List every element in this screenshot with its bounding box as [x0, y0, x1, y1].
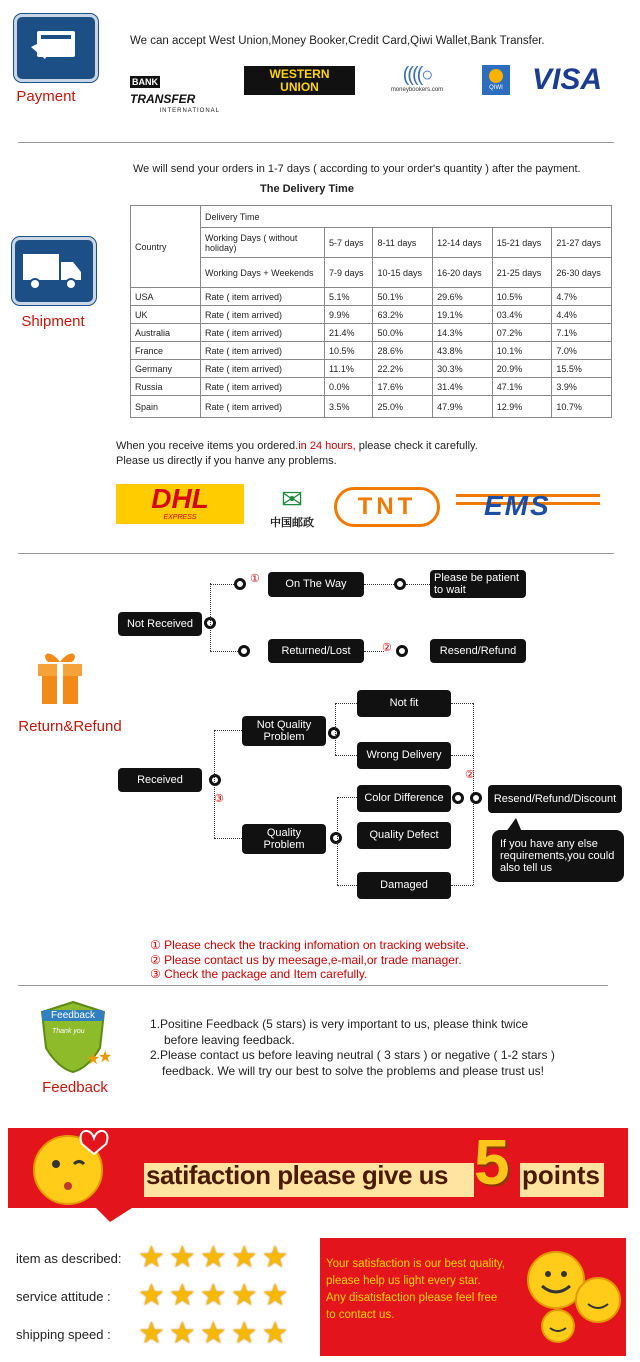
banner-tail — [96, 1208, 132, 1222]
flow-line — [451, 885, 473, 886]
flow-line — [335, 755, 357, 756]
not-received-box: Not Received — [118, 612, 202, 636]
star-rating — [138, 1319, 293, 1349]
table-cell: 12-14 days — [433, 228, 493, 258]
moneybookers-logo: ((((○ moneybookers.com — [390, 64, 444, 93]
table-cell: 21-25 days — [492, 258, 552, 288]
weekend-label: Working Days + Weekends — [201, 258, 325, 288]
star-icon: ★ — [199, 1279, 227, 1312]
feedback-text: 1.Positine Feedback (5 stars) is very important to us, please think twice before leaving feedback. 2.Please contact us before leaving neutral ( 3 stars ) or negative ( 1-2 stars ) feedback. We will try our best to solve the problems and please trust us! — [150, 1017, 555, 1078]
tnt-logo: TNT — [334, 487, 440, 527]
banner-points: points — [522, 1160, 600, 1190]
star-icon: ★ — [168, 1317, 196, 1350]
flow-node — [209, 774, 221, 786]
color-difference-box: Color Difference — [357, 785, 451, 812]
feedback-badge-icon: ★ ★ Feedback Thank you — [38, 1000, 108, 1074]
resend-refund-box: Resend/Refund — [430, 639, 526, 663]
step-2-marker: ② — [382, 642, 392, 654]
table-row: France Rate ( item arrived) 10.5% 28.6% 43.8% 10.1% 7.0% — [131, 342, 612, 360]
rating-row: item as described: ★ ★ ★ ★ ★ — [16, 1239, 316, 1277]
flow-node — [470, 792, 482, 804]
shipment-label: Shipment — [21, 313, 85, 330]
table-row: Germany Rate ( item arrived) 11.1% 22.2% 30.3% 20.9% 15.5% — [131, 360, 612, 378]
flow-line — [210, 583, 211, 651]
receive-line-2: Please us directly if you hanve any problems. — [116, 455, 337, 467]
star-icon: ★ — [138, 1241, 165, 1274]
flow-line — [451, 755, 473, 756]
star-icon: ★ — [199, 1317, 227, 1350]
payment-label: Payment — [16, 88, 76, 105]
flow-node — [328, 727, 340, 739]
table-title: The Delivery Time — [260, 183, 354, 195]
smiley-faces-icon — [520, 1248, 624, 1346]
star-icon: ★ — [168, 1241, 196, 1274]
payment-icon — [14, 14, 98, 82]
flow-line — [335, 703, 357, 704]
gift-icon — [34, 648, 86, 706]
qiwi-logo: QIWI — [482, 65, 510, 95]
wrong-delivery-box: Wrong Delivery — [357, 742, 451, 769]
delivery-table — [130, 205, 612, 418]
china-post-logo: ✉ 中国邮政 — [270, 484, 314, 529]
satisfaction-text: Your satisfaction is our best quality, please help us light every star. Any disatisfaction please feel free to contact us. — [326, 1258, 505, 1321]
flow-node — [234, 578, 246, 590]
flow-node — [396, 645, 408, 657]
star-icon: ★ — [261, 1279, 289, 1312]
received-box: Received — [118, 768, 202, 792]
flow-line — [337, 885, 357, 886]
western-union-logo: WESTERN UNION — [244, 66, 355, 95]
flow-line — [451, 703, 473, 704]
flow-line — [364, 584, 394, 585]
svg-text:★: ★ — [98, 1047, 113, 1066]
table-row: USA Rate ( item arrived) 5.1% 50.1% 29.6% 10.5% 4.7% — [131, 288, 612, 306]
resend-refund-discount-box: Resend/Refund/Discount — [488, 785, 622, 813]
visa-logo: VISA — [532, 63, 603, 96]
step-3-marker: ③ — [214, 793, 224, 805]
delivery-time-header: Delivery Time — [201, 206, 612, 228]
star-icon: ★ — [230, 1317, 258, 1350]
speech-tail — [506, 818, 522, 832]
flow-node — [452, 792, 464, 804]
star-icon: ★ — [138, 1317, 165, 1350]
not-quality-problem-box: Not Quality Problem — [242, 716, 326, 746]
divider — [18, 142, 614, 143]
flow-line — [335, 703, 336, 755]
ratings-list — [16, 1239, 316, 1353]
bank-transfer-logo: BANK TRANSFER INTERNATIONAL — [130, 77, 220, 114]
else-requirements-box: If you have any else requirements,you could also tell us — [492, 830, 624, 882]
kiss-smiley-icon — [24, 1124, 122, 1208]
star-icon: ★ — [230, 1241, 258, 1274]
divider — [18, 553, 614, 554]
be-patient-box: Please be patient to wait — [430, 570, 526, 598]
ems-logo: EMS — [456, 490, 600, 522]
star-icon: ★ — [199, 1241, 227, 1274]
truck-icon — [12, 237, 96, 305]
flow-line — [210, 651, 240, 652]
flow-node — [394, 578, 406, 590]
rating-row: shipping speed : ★ ★ ★ ★ ★ — [16, 1315, 316, 1353]
receive-line-1: When you receive items you ordered.in 24 hours, please check it carefully. — [116, 440, 478, 452]
table-cell: 8-11 days — [373, 228, 433, 258]
flow-line — [210, 584, 234, 585]
step-2-marker-b: ② — [465, 769, 475, 781]
payment-text: We can accept West Union,Money Booker,Credit Card,Qiwi Wallet,Bank Transfer. — [130, 35, 545, 47]
table-cell: 15-21 days — [492, 228, 552, 258]
damaged-box: Damaged — [357, 872, 451, 899]
shipment-intro: We will send your orders in 1-7 days ( according to your order's quantity ) after the payment. — [133, 163, 581, 175]
star-icon: ★ — [261, 1317, 289, 1350]
flow-line — [214, 730, 215, 838]
divider — [18, 985, 608, 986]
flow-line — [337, 797, 338, 885]
on-the-way-box: On The Way — [268, 572, 364, 597]
flow-node — [238, 645, 250, 657]
star-icon: ★ — [168, 1279, 196, 1312]
feedback-label: Feedback — [42, 1079, 108, 1096]
table-cell: 21-27 days — [552, 228, 612, 258]
star-icon: ★ — [230, 1279, 258, 1312]
quality-problem-box: Quality Problem — [242, 824, 326, 854]
dhl-logo: DHL EXPRESS — [116, 484, 244, 524]
flow-line — [406, 584, 430, 585]
not-fit-box: Not fit — [357, 690, 451, 717]
flow-line — [214, 838, 242, 839]
banner-text: satifaction please give us — [146, 1160, 449, 1190]
flow-line — [214, 730, 242, 731]
country-header: Country — [131, 206, 201, 288]
star-icon: ★ — [261, 1241, 289, 1274]
table-row: UK Rate ( item arrived) 9.9% 63.2% 19.1% 03.4% 4.4% — [131, 306, 612, 324]
table-cell: 5-7 days — [325, 228, 373, 258]
flow-line — [337, 797, 357, 798]
table-row: Australia Rate ( item arrived) 21.4% 50.0% 14.3% 07.2% 7.1% — [131, 324, 612, 342]
table-cell: 10-15 days — [373, 258, 433, 288]
table-cell: 26-30 days — [552, 258, 612, 288]
table-cell: 16-20 days — [433, 258, 493, 288]
flow-line — [364, 651, 384, 652]
flow-node — [330, 832, 342, 844]
return-refund-label: Return&Refund — [18, 718, 122, 735]
table-cell: 7-9 days — [325, 258, 373, 288]
working-days-label: Working Days ( without holiday) — [201, 228, 325, 258]
star-icon: ★ — [138, 1279, 165, 1312]
rating-row: service attitude : ★ ★ ★ ★ ★ — [16, 1277, 316, 1315]
return-notes: ① Please check the tracking infomation on tracking website. ② Please contact us by meesage,e-mail,or trade manager. ③ Check the package and Item carefully. — [150, 938, 469, 981]
returned-lost-box: Returned/Lost — [268, 639, 364, 663]
table-row: Russia Rate ( item arrived) 0.0% 17.6% 31.4% 47.1% 3.9% — [131, 378, 612, 396]
step-1-marker: ① — [250, 573, 260, 585]
star-rating — [138, 1281, 293, 1311]
svg-text:★: ★ — [86, 1049, 101, 1068]
quality-defect-box: Quality Defect — [357, 822, 451, 849]
star-rating — [138, 1243, 293, 1273]
table-row: Spain Rate ( item arrived) 3.5% 25.0% 47.9% 12.9% 10.7% — [131, 396, 612, 418]
banner-number: 5 — [474, 1126, 510, 1198]
